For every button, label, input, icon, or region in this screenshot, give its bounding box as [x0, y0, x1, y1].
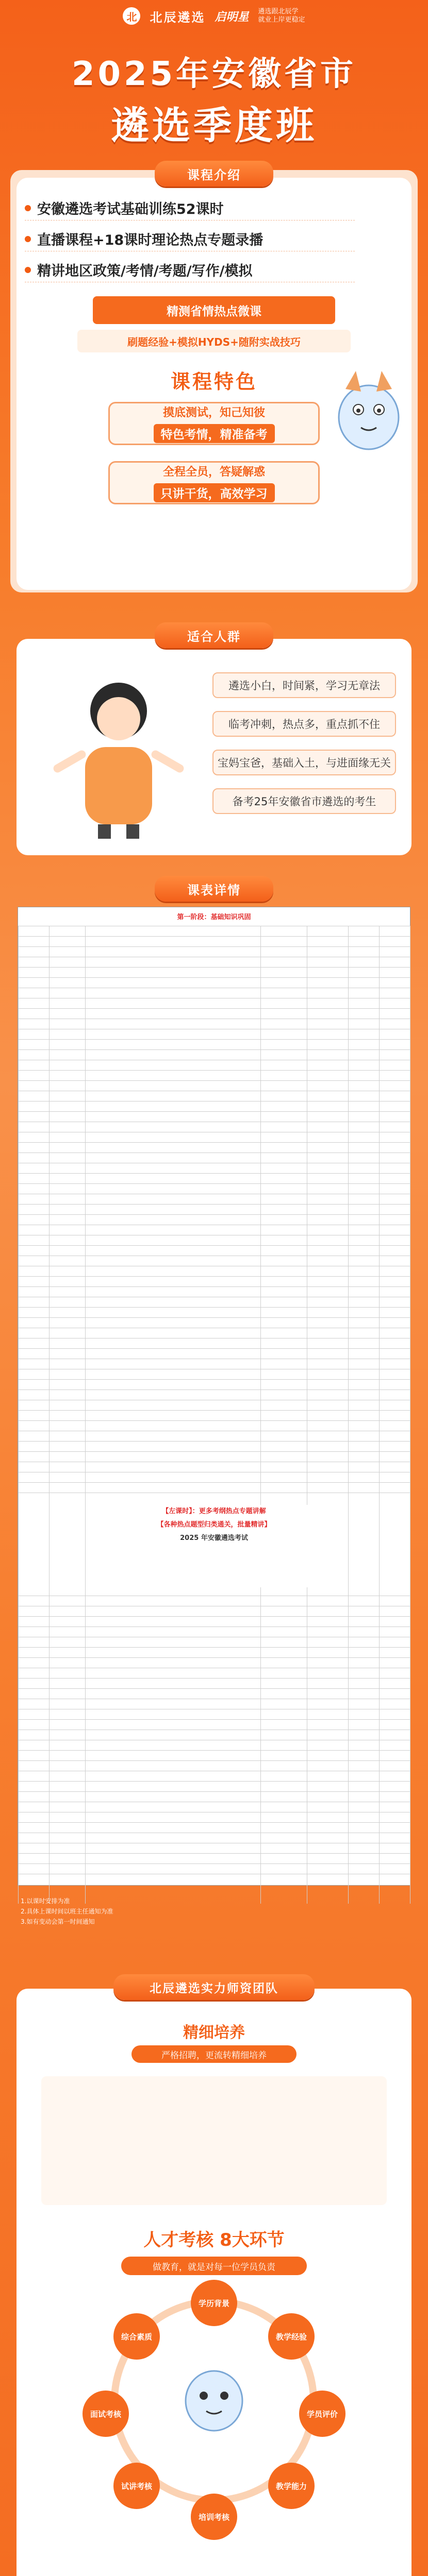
audience-item: 临考冲刺，热点多，重点抓不住 — [212, 711, 396, 737]
table-row-line — [18, 1379, 410, 1380]
table-row-line — [18, 1822, 410, 1823]
ring-item: 教学经验 — [268, 2313, 315, 2360]
ring-title: 人才考核 8大环节 — [143, 2230, 285, 2250]
table-row-line — [18, 1451, 410, 1452]
hero-title-line2: 遴选季度班 — [111, 104, 317, 148]
table-row-line — [18, 1760, 410, 1761]
feature-box: 摸底测试，知己知彼 特色考情，精准备考 — [108, 402, 320, 445]
table-row-line — [18, 1286, 410, 1287]
table-row-line — [18, 1626, 410, 1627]
ring-item: 学历背景 — [191, 2280, 237, 2326]
table-row-line — [18, 1420, 410, 1421]
table-row-line — [18, 1008, 410, 1009]
teachers-title: 北辰遴选实力师资团队 — [113, 1974, 315, 2000]
table-row-line — [18, 1678, 410, 1679]
table-row-line — [18, 1647, 410, 1648]
table-row-line — [18, 1317, 410, 1318]
table-row-line — [18, 1482, 410, 1483]
intro-item: 安徽遴选考试基础训练52课时 — [25, 196, 355, 221]
table-row-line — [18, 1616, 410, 1617]
highlight-2: 刷题经验+模拟HYDS+随附实战技巧 — [77, 330, 351, 352]
ring-tag: 做教育，就是对每一位学员负责 — [121, 2257, 307, 2275]
slogan: 遴选跟北辰学 就业上岸更稳定 — [258, 8, 305, 24]
table-row-line — [18, 1142, 410, 1143]
table-row-line — [18, 1276, 410, 1277]
schedule-banner: 第一阶段：基础知识巩固 — [177, 913, 251, 921]
table-row-line — [18, 1080, 410, 1081]
schedule-table — [18, 907, 410, 1886]
audience-item: 遴选小白，时间紧，学习无章法 — [212, 672, 396, 698]
table-row-line — [18, 1204, 410, 1205]
ring-mascot-icon — [175, 2360, 253, 2437]
table-row-line — [18, 1348, 410, 1349]
audience-illustration-icon — [41, 670, 196, 840]
table-row-line — [18, 1214, 410, 1215]
table-column-line — [49, 926, 50, 1904]
table-row-line — [18, 1307, 410, 1308]
table-row-line — [18, 1863, 410, 1864]
bullet-icon — [25, 205, 31, 211]
table-row-line — [18, 946, 410, 947]
table-row-line — [18, 1719, 410, 1720]
ring-item: 综合素质 — [113, 2313, 160, 2360]
table-row-line — [18, 1791, 410, 1792]
schedule-footnotes: 1.以课时安排为准 2.具体上课时间以班主任通知为准 3.如有变动会第一时间通知 — [21, 1897, 113, 1925]
table-row-line — [18, 1183, 410, 1184]
table-row-line — [18, 1039, 410, 1040]
hero-title-line1: 2025年安徽省市 — [71, 55, 357, 93]
audience-item: 备考25年安徽省市遴选的考生 — [212, 788, 396, 814]
intro-item: 精讲地区政策/考情/考题/写作/模拟 — [25, 258, 355, 282]
table-row-line — [18, 1688, 410, 1689]
schedule-title: 课表详情 — [155, 876, 273, 902]
brand-sub: 启明星 — [215, 10, 249, 24]
intro-title: 课程介绍 — [155, 161, 273, 187]
table-row-line — [18, 1111, 410, 1112]
audience-title: 适合人群 — [155, 622, 273, 648]
table-row-line — [18, 967, 410, 968]
bullet-icon — [25, 267, 31, 273]
table-column-line — [379, 926, 380, 1904]
table-row-line — [18, 1070, 410, 1071]
audience-item: 宝妈宝爸，基础入土，与进面缘无关 — [212, 750, 396, 775]
table-column-line — [348, 926, 349, 1904]
table-row-line — [18, 1049, 410, 1050]
highlight-1: 精测省情热点微课 — [93, 296, 335, 324]
table-column-line — [18, 926, 19, 1904]
table-row-line — [18, 1441, 410, 1442]
table-row-line — [18, 1245, 410, 1246]
feature-box: 全程全员，答疑解惑 只讲干货，高效学习 — [108, 461, 320, 504]
table-row-line — [18, 1853, 410, 1854]
table-column-line — [85, 926, 86, 1904]
table-row-line — [18, 1657, 410, 1658]
bullet-icon — [25, 236, 31, 242]
ring-item: 学员评价 — [299, 2391, 345, 2437]
top-bar — [0, 0, 428, 32]
teachers-description — [41, 2076, 387, 2205]
schedule-note: 【左课时】：更多考纲热点专题讲解 【各种热点题型归类通关，批量精讲】 2025 年安徽遴选考试 — [106, 1505, 322, 1587]
brand-name: 北辰遴选 — [150, 9, 206, 25]
ring-item: 试讲考核 — [113, 2463, 160, 2509]
table-row-line — [18, 977, 410, 978]
table-row-line — [18, 1389, 410, 1390]
brand-logo-icon: 北 — [123, 7, 140, 25]
table-row-line — [18, 1750, 410, 1751]
ring-item: 教学能力 — [268, 2463, 315, 2509]
table-column-line — [260, 926, 261, 1904]
table-row-line — [18, 936, 410, 937]
teachers-subtitle: 精细培养 — [183, 2024, 245, 2042]
table-row-line — [18, 1781, 410, 1782]
teachers-sub-tag: 严格招聘，更流转精细培养 — [131, 2045, 297, 2063]
table-row-line — [18, 1410, 410, 1411]
ring-item: 面试考核 — [83, 2391, 129, 2437]
feature-title: 课程特色 — [170, 370, 257, 393]
table-row-line — [18, 1173, 410, 1174]
ring-item: 培训考核 — [191, 2494, 237, 2540]
intro-item: 直播课程+18课时理论热点专题录播 — [25, 227, 355, 251]
